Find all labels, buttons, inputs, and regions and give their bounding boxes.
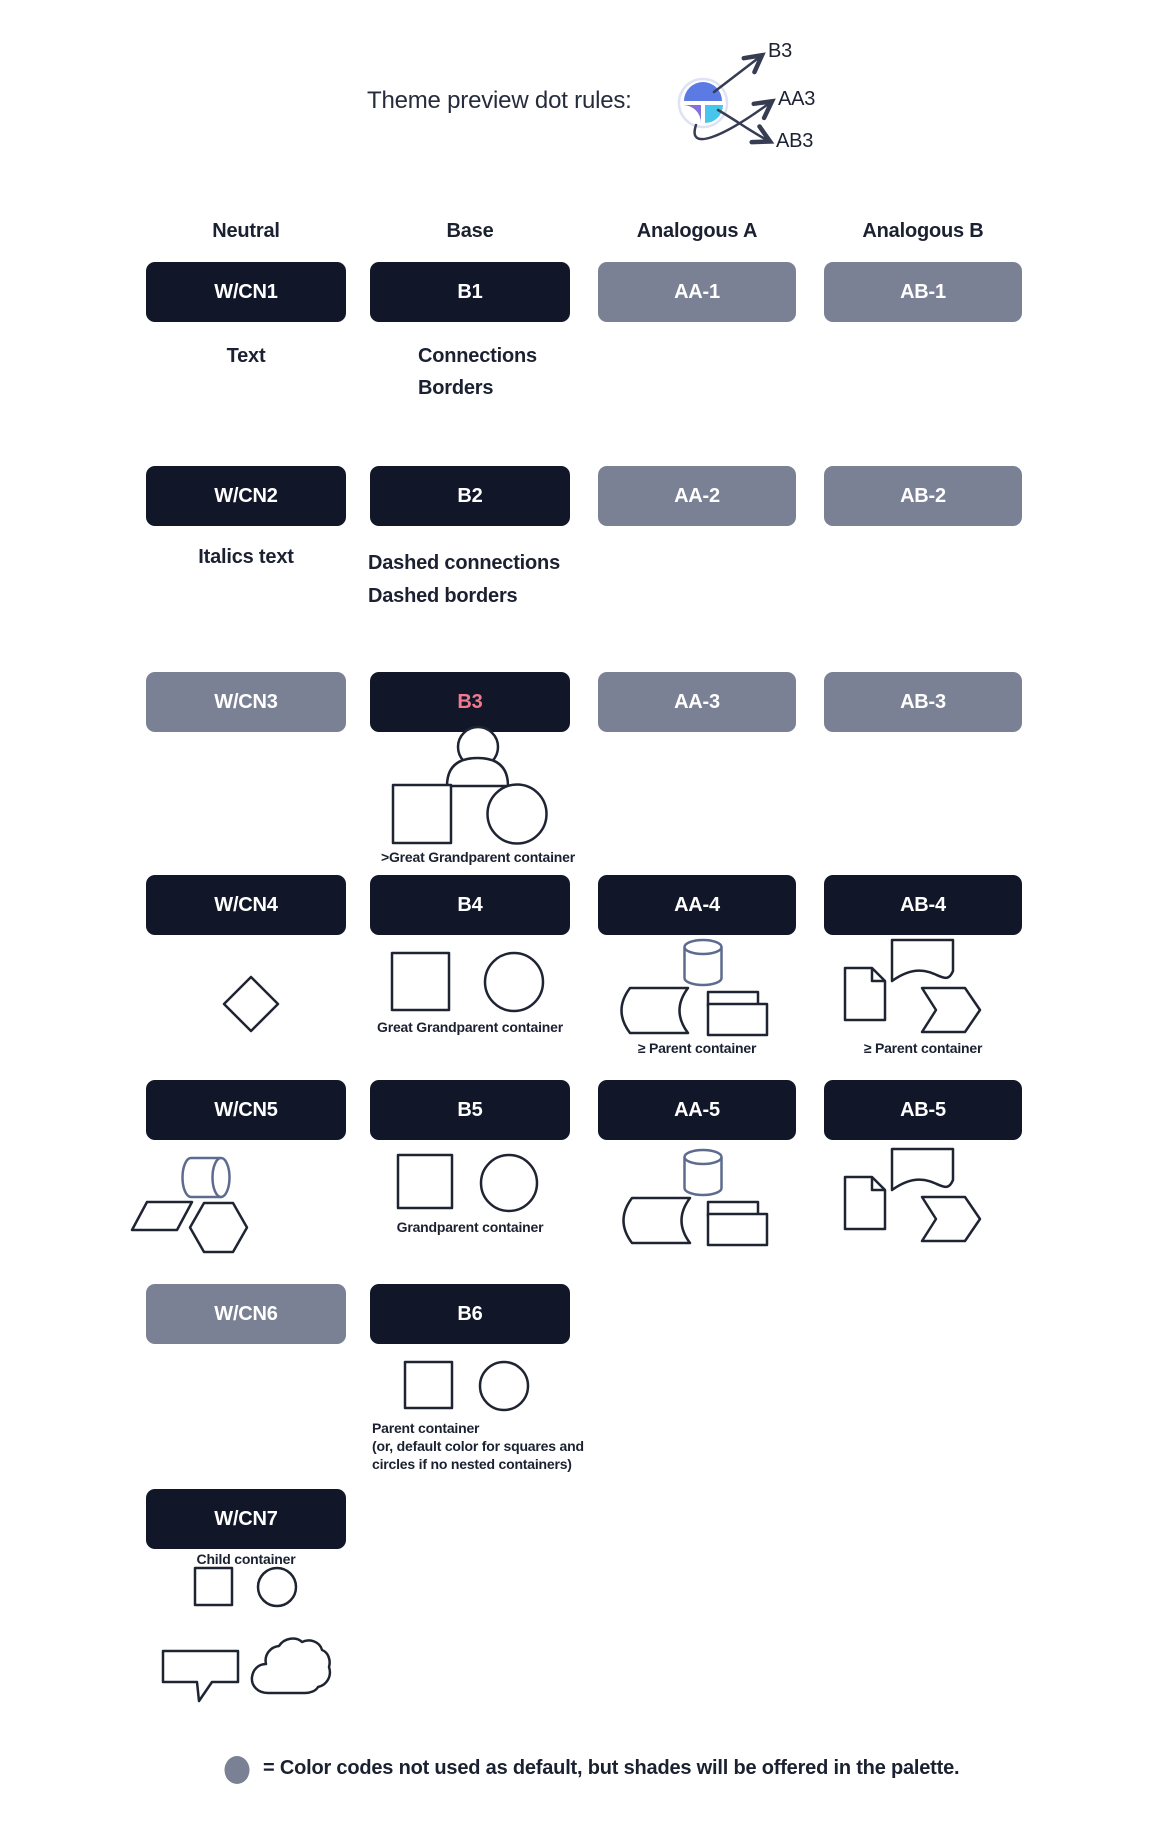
swatch-wcn6: W/CN6	[146, 1284, 346, 1344]
swatch-aa2: AA-2	[598, 466, 796, 526]
swatch-wcn1: W/CN1	[146, 262, 346, 322]
swatch-aa1: AA-1	[598, 262, 796, 322]
column-header-base: Base	[446, 220, 494, 242]
caption-gte-parent-aa: ≥ Parent container	[637, 1040, 757, 1056]
caption-great-grandparent: Great Grandparent container	[377, 1019, 563, 1035]
caption-dashed-connections: Dashed connections	[368, 552, 560, 574]
dot-label-aa3: AA3	[778, 88, 816, 110]
column-header-neutral: Neutral	[212, 220, 280, 242]
swatch-ab5: AB-5	[824, 1080, 1022, 1140]
caption-text: Text	[226, 345, 266, 367]
caption-italics-text: Italics text	[198, 546, 294, 568]
drum-parallelogram-hexagon-icons	[132, 1158, 247, 1252]
column-header-analogous-b: Analogous B	[862, 220, 984, 242]
speech-bubble-cloud-icons	[163, 1639, 330, 1701]
swatch-aa4: AA-4	[598, 875, 796, 935]
swatch-b4: B4	[370, 875, 570, 935]
swatch-aa3: AA-3	[598, 672, 796, 732]
caption-parent-line2: (or, default color for squares and	[372, 1438, 584, 1454]
dot-label-ab3: AB3	[776, 130, 814, 152]
swatch-wcn5: W/CN5	[146, 1080, 346, 1140]
caption-gte-parent-ab: ≥ Parent container	[863, 1040, 983, 1056]
swatch-b5: B5	[370, 1080, 570, 1140]
caption-parent-line1: Parent container	[372, 1420, 480, 1436]
swatch-ab4: AB-4	[824, 875, 1022, 935]
swatch-b2: B2	[370, 466, 570, 526]
square-circle-icon-b6	[405, 1362, 528, 1410]
person-square-circle-icon	[393, 727, 547, 844]
swatch-b1: B1	[370, 262, 570, 322]
legend-dot-icon	[225, 1756, 250, 1784]
swatch-b6: B6	[370, 1284, 570, 1344]
swatch-b3: B3	[370, 672, 570, 732]
caption-dashed-borders: Dashed borders	[368, 585, 518, 607]
swatch-ab3: AB-3	[824, 672, 1022, 732]
database-stored-data-folder-icons-aa4	[622, 940, 768, 1035]
swatch-wcn2: W/CN2	[146, 466, 346, 526]
swatch-ab2: AB-2	[824, 466, 1022, 526]
swatch-wcn3: W/CN3	[146, 672, 346, 732]
swatch-ab1: AB-1	[824, 262, 1022, 322]
caption-great-grandparent-gt: >Great Grandparent container	[381, 849, 575, 865]
swatch-wcn4: W/CN4	[146, 875, 346, 935]
caption-parent-line3: circles if no nested containers)	[372, 1456, 572, 1472]
legend-text: = Color codes not used as default, but shades will be offered in the palette.	[263, 1757, 960, 1779]
column-header-analogous-a: Analogous A	[636, 220, 758, 242]
caption-grandparent: Grandparent container	[396, 1219, 544, 1235]
swatch-wcn7: W/CN7	[146, 1489, 346, 1549]
database-stored-data-folder-icons-aa5	[624, 1150, 768, 1245]
caption-borders: Borders	[418, 377, 494, 399]
caption-connections: Connections	[418, 345, 537, 367]
document-wave-chevron-icons-ab4	[845, 940, 980, 1032]
square-circle-icon-b5	[398, 1155, 537, 1211]
square-circle-icon-wcn7	[195, 1568, 296, 1606]
swatch-aa5: AA-5	[598, 1080, 796, 1140]
square-circle-icon-b4	[392, 953, 543, 1011]
dot-label-b3: B3	[768, 40, 793, 62]
page-title: Theme preview dot rules:	[367, 87, 632, 114]
diamond-icon	[224, 977, 278, 1031]
caption-child: Child container	[196, 1551, 296, 1567]
document-wave-chevron-icons-ab5	[845, 1149, 980, 1241]
